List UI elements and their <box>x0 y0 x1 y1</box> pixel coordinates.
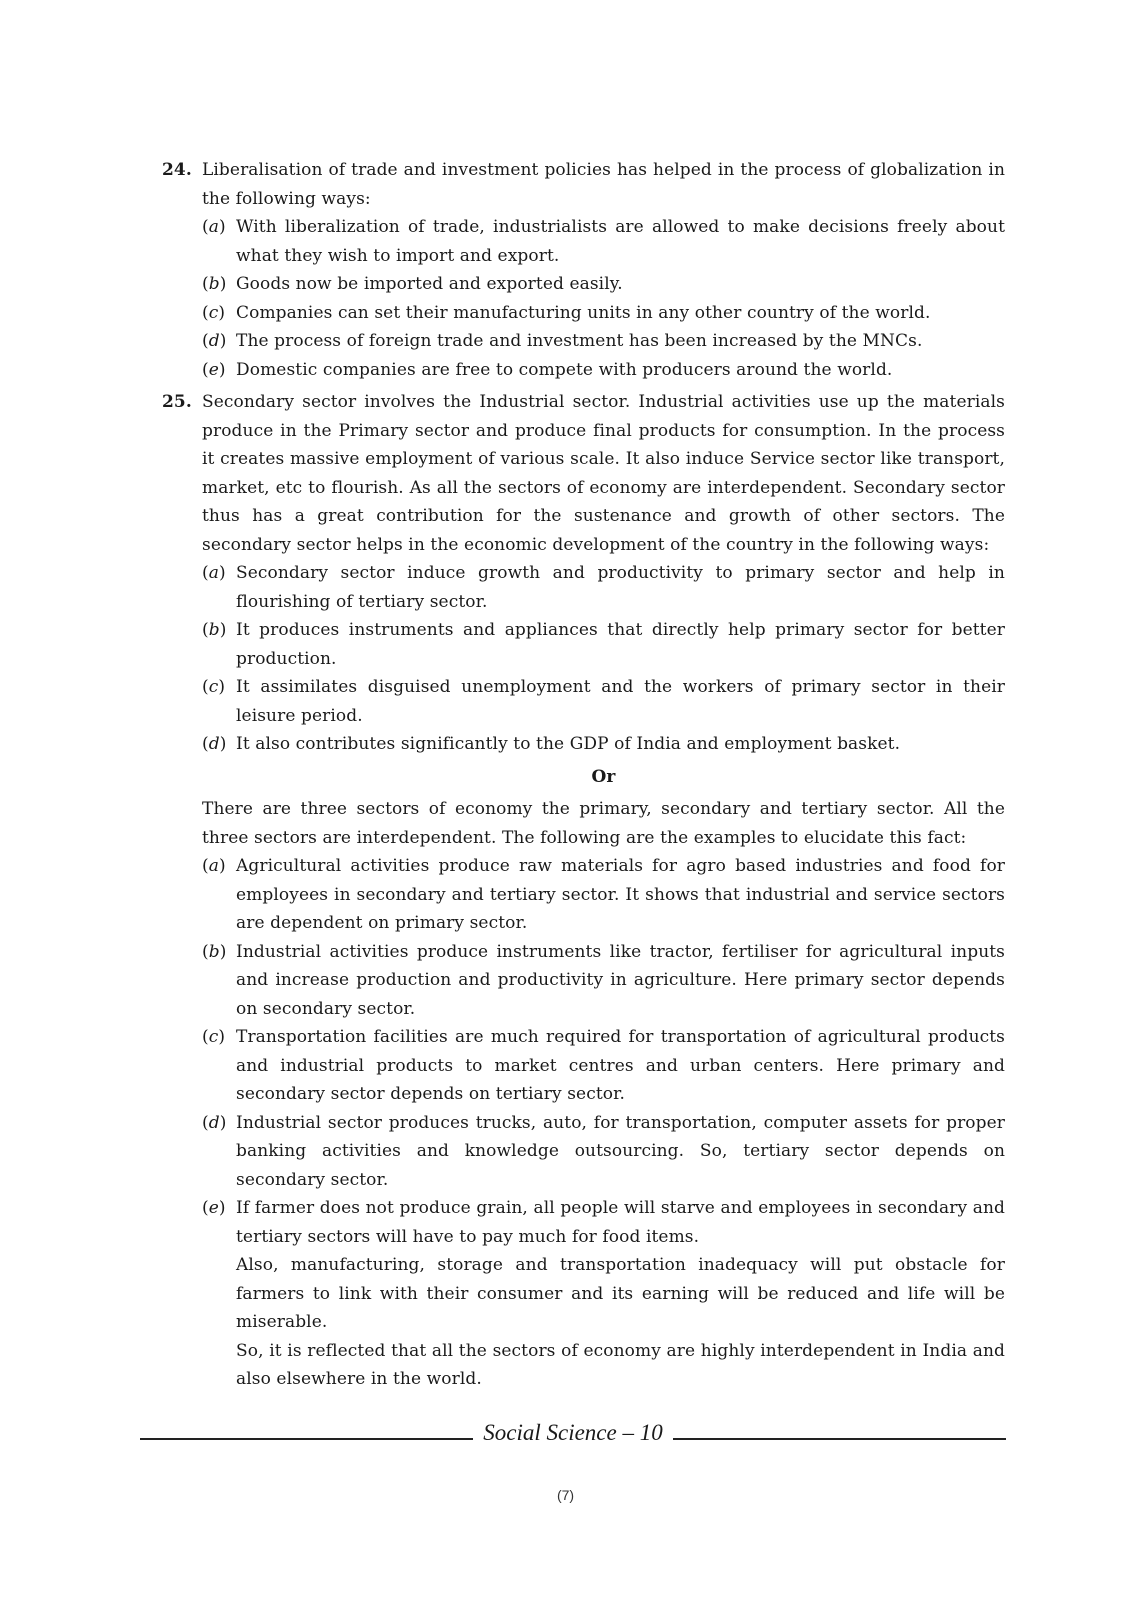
alt-item-c <box>202 1023 1005 1109</box>
item-text: Companies can set their manufacturing units in any other country of the world. <box>236 302 931 323</box>
question-24 <box>162 156 1005 384</box>
item-label: (b) <box>202 941 227 962</box>
answer-item-d <box>202 730 1005 759</box>
item-text: Goods now be imported and exported easily. <box>236 274 623 294</box>
alternative-answer <box>162 795 1005 1394</box>
closing-paragraph: Also, manufacturing, storage and transportation inadequacy will put obstacle for farmers to link with their consumer and its earning will be reduced and life will be miserable. <box>236 1255 1005 1332</box>
alt-item-b <box>202 938 1005 1024</box>
item-label: (c) <box>202 677 226 697</box>
answer-item-b <box>202 616 1005 673</box>
footer-title: Social Science – 10 <box>483 1420 663 1445</box>
item-text: It produces instruments and appliances that directly help primary sector for better production. <box>236 620 1005 669</box>
item-text: With liberalization of trade, industrialists are allowed to make decisions freely about what they wish to import and export. <box>236 217 1005 266</box>
item-text: It assimilates disguised unemployment and the workers of primary sector in their leisure period. <box>236 677 1005 726</box>
footer-rule-left <box>140 1438 473 1440</box>
item-text: Agricultural activities produce raw materials for agro based industries and food for employees in secondary and tertiary sector. It shows that industrial and service sectors are dependent on primary sector. <box>236 856 1005 933</box>
alt-item-a <box>202 852 1005 938</box>
item-label: (c) <box>202 1027 226 1047</box>
alt-item-e <box>202 1194 1005 1251</box>
answer-item-d <box>202 327 1005 356</box>
item-text: Industrial activities produce instruments like tractor, fertiliser for agricultural inputs and increase production and productivity in agriculture. Here primary sector depends on secondary sector. <box>236 941 1005 1019</box>
item-text: Industrial sector produces trucks, auto, for transportation, computer assets for proper banking activities and knowledge outsourcing. So, tertiary sector depends on secondary sector. <box>236 1112 1005 1190</box>
item-label: (d) <box>202 1112 227 1133</box>
question-25 <box>162 388 1005 759</box>
question-intro: Liberalisation of trade and investment policies has helped in the process of globalization in the following ways: <box>202 160 1005 209</box>
item-text: Domestic companies are free to compete with producers around the world. <box>236 359 893 380</box>
item-label: (b) <box>202 274 227 294</box>
or-separator: Or <box>591 766 616 787</box>
item-text: It also contributes significantly to the GDP of India and employment basket. <box>236 734 901 754</box>
alternative-intro: There are three sectors of economy the primary, secondary and tertiary sector. All the three sectors are interdependent. The following are the examples to elucidate this fact: <box>202 799 1005 848</box>
item-label: (a) <box>202 563 226 583</box>
item-label: (e) <box>202 359 226 380</box>
answer-item-a <box>202 213 1005 270</box>
item-label: (d) <box>202 331 227 351</box>
item-text: Secondary sector induce growth and productivity to primary sector and help in flourishing of tertiary sector. <box>236 563 1005 612</box>
page-content <box>162 156 1005 1394</box>
item-label: (e) <box>202 1198 226 1218</box>
item-label: (d) <box>202 734 227 754</box>
question-intro: Secondary sector involves the Industrial sector. Industrial activities use up the materials produce in the Primary sector and produce final products for consumption. In the process it creates massive employment of various scale. It also induce Service sector like transport, market, etc to flourish. As all the sectors of economy are interdependent. Secondary sector thus has a great contribution for the sustenance and growth of other sectors. The secondary sector helps in the economic development of the country in the following ways: <box>202 392 1005 555</box>
item-text: If farmer does not produce grain, all people will starve and employees in secondary and tertiary sectors will have to pay much for food items. <box>236 1198 1005 1247</box>
alt-item-d <box>202 1109 1005 1195</box>
question-number: 25. <box>162 392 192 412</box>
page-number: (7) <box>556 1487 575 1503</box>
item-text: The process of foreign trade and investment has been increased by the MNCs. <box>236 331 923 351</box>
answer-item-c <box>202 673 1005 730</box>
item-label: (c) <box>202 302 226 323</box>
item-label: (a) <box>202 856 226 876</box>
item-label: (a) <box>202 217 226 237</box>
item-label: (b) <box>202 620 227 640</box>
question-number: 24. <box>162 160 192 180</box>
answer-item-b <box>202 270 1005 299</box>
closing-paragraph: So, it is reflected that all the sectors of economy are highly interdependent in India and also elsewhere in the world. <box>236 1340 1005 1389</box>
answer-item-e <box>202 356 1005 385</box>
answer-item-c <box>202 299 1005 328</box>
answer-item-a <box>202 559 1005 616</box>
footer-rule-right <box>673 1438 1006 1440</box>
page-footer <box>140 1418 1006 1448</box>
item-text: Transportation facilities are much required for transportation of agricultural products and industrial products to market centres and urban centers. Here primary and secondary sector depends on tertiary sector. <box>236 1027 1005 1104</box>
